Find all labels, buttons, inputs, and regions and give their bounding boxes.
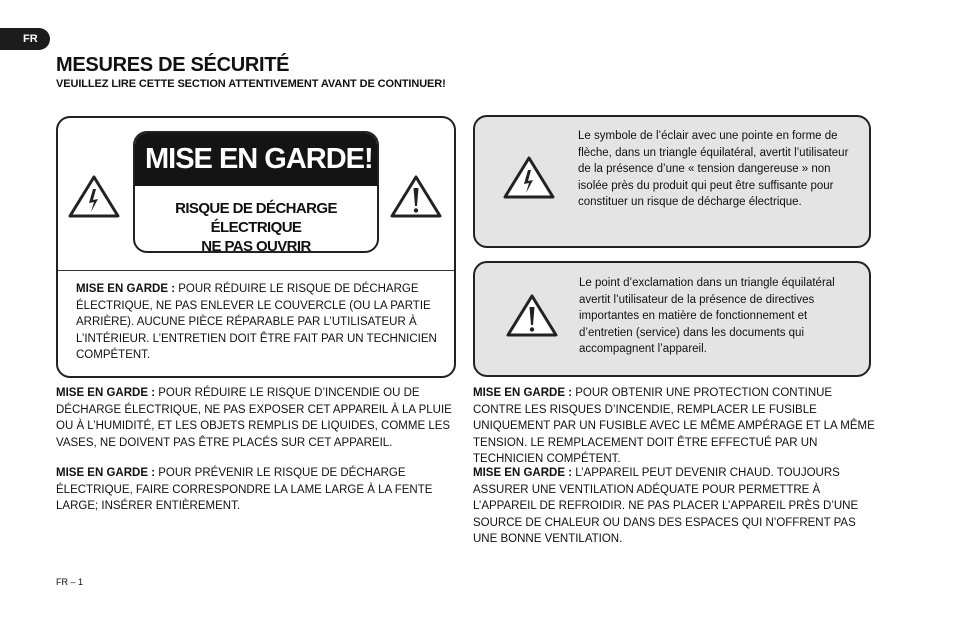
caution-body: L’APPAREIL PEUT DEVENIR CHAUD. TOUJOURS ASSURER UNE VENTILATION ADÉQUATE POUR PERMETTRE À L’APPAREIL DE REFROIDIR. NE PAS PLACER L’APPAREIL PRÈS D’UNE SOURCE DE CHALEUR OU DANS DES ESPACES QUI N’OFFRENT PAS UNE BONNE VENTILATION. bbox=[473, 467, 859, 545]
lightning-symbol-text: Le symbole de l’éclair avec une pointe en forme de flèche, dans un triangle équilatéral, avertit l’utilisateur de la présence d’une « tension dangereuse » non isolée près du produit qui peut être suffisante pour constituer un risque de décharge électrique. bbox=[578, 130, 849, 208]
caution-body: POUR OBTENIR UNE PROTECTION CONTINUE CONTRE LES RISQUES D’INCENDIE, REMPLACER LE FUSIBLE UNIQUEMENT PAR UN FUSIBLE AVEC LE MÊME AMPÉRAGE ET LA MÊME TENSION. LE REMPLACEMENT DOIT ÊTRE EFFECTUÉ PAR UN TECHNICIEN COMPÉTENT. bbox=[473, 387, 875, 465]
boxed-warning-text bbox=[76, 281, 438, 364]
caution-label: MISE EN GARDE : bbox=[473, 467, 573, 479]
language-label: FR bbox=[23, 33, 38, 45]
warning-box-divider bbox=[58, 270, 454, 271]
exclamation-triangle-icon bbox=[505, 293, 559, 338]
warning-badge bbox=[133, 131, 379, 253]
lightning-triangle-icon bbox=[502, 155, 556, 200]
caution-label: MISE EN GARDE : bbox=[76, 283, 176, 295]
caution-label: MISE EN GARDE : bbox=[56, 467, 156, 479]
exclamation-symbol-text: Le point d’exclamation dans un triangle équilatéral avertit l’utilisateur de la présence de directives importantes en matière de fonctionnement et d’entretien (service) dans les documents qui accompagnent l’appareil. bbox=[579, 277, 835, 355]
warning-badge-text bbox=[135, 199, 377, 253]
lightning-triangle-icon bbox=[67, 174, 121, 219]
page-subtitle: VEUILLEZ LIRE CETTE SECTION ATTENTIVEMENT AVANT DE CONTINUER! bbox=[56, 78, 446, 90]
warning-badge-heading: MISE EN GARDE! bbox=[135, 133, 377, 186]
caution-paragraph bbox=[473, 385, 875, 468]
caution-body: POUR RÉDUIRE LE RISQUE DE DÉCHARGE ÉLECTRIQUE, NE PAS ENLEVER LE COUVERCLE (OU LA PARTIE ARRIÈRE). AUCUNE PIÈCE RÉPARABLE PAR L’UTILISATEUR À L’INTÉRIEUR. L’ENTRETIEN DOIT ÊTRE FAIT PAR UN TECHNICIEN COMPÉTENT. bbox=[76, 283, 437, 361]
caution-body: POUR PRÉVENIR LE RISQUE DE DÉCHARGE ÉLECTRIQUE, FAIRE CORRESPONDRE LA LAME LARGE À LA FENTE LARGE; INSÉRER ENTIÈREMENT. bbox=[56, 467, 433, 512]
warning-badge-line2: NE PAS OUVRIR bbox=[201, 238, 311, 253]
caution-label: MISE EN GARDE : bbox=[473, 387, 573, 399]
caution-body: POUR RÉDUIRE LE RISQUE D’INCENDIE OU DE DÉCHARGE ÉLECTRIQUE, NE PAS EXPOSER CET APPAREIL À LA PLUIE OU À L’HUMIDITÉ, ET LES OBJETS REMPLIS DE LIQUIDES, COMME LES VASES, NE DOIVENT PAS ÊTRE PLACÉS SUR CET APPAREIL. bbox=[56, 387, 452, 449]
warning-badge-line1: RISQUE DE DÉCHARGE ÉLECTRIQUE bbox=[175, 200, 337, 236]
caution-label: MISE EN GARDE : bbox=[56, 387, 156, 399]
caution-paragraph bbox=[56, 385, 456, 451]
caution-paragraph bbox=[56, 465, 456, 515]
page-number: FR – 1 bbox=[56, 577, 84, 587]
page-title: MESURES DE SÉCURITÉ bbox=[56, 54, 290, 76]
exclamation-triangle-icon bbox=[389, 174, 443, 219]
language-tab bbox=[0, 28, 50, 50]
caution-paragraph bbox=[473, 465, 875, 548]
